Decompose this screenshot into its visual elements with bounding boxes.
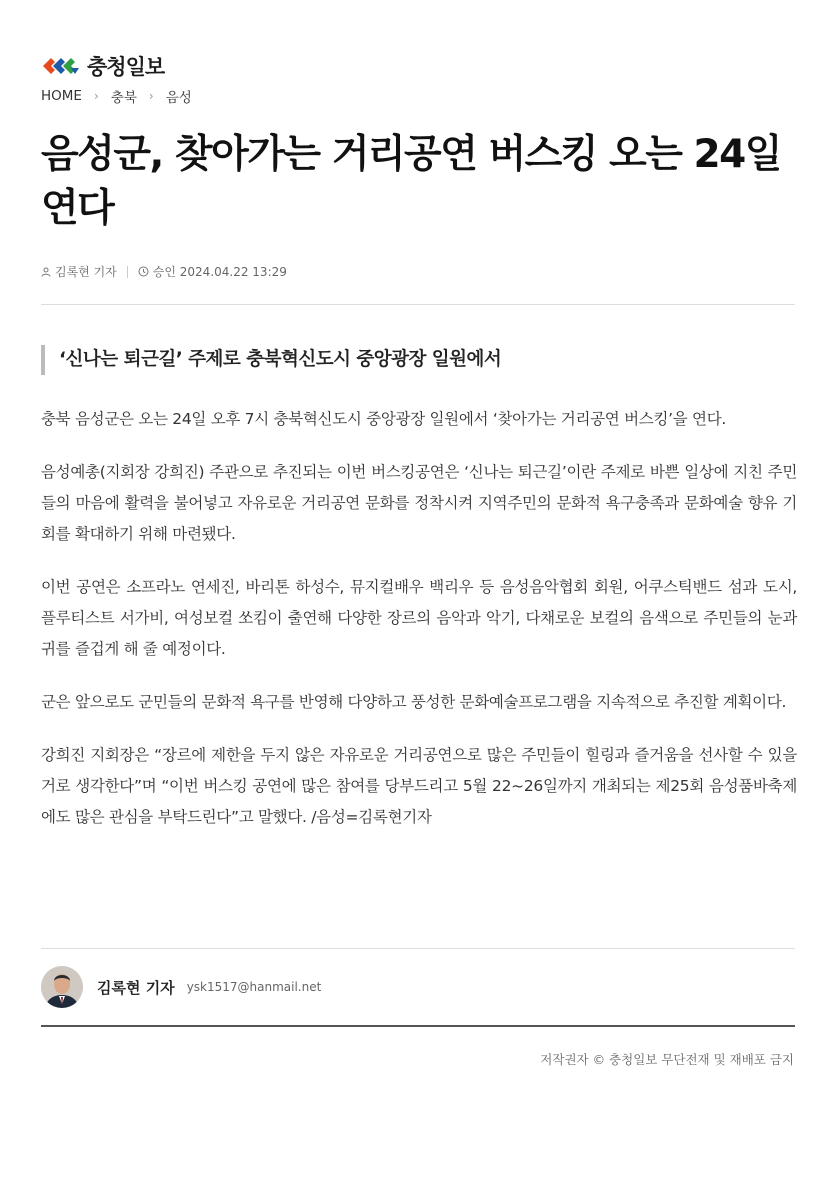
paragraph: 이번 공연은 소프라노 연세진, 바리톤 하성수, 뮤지컬배우 백리우 등 음성음악협회 회원, 어쿠스틱밴드 섬과 도시, 플루티스트 서가비, 여성보컬 쏘킴이 출연해 다양한 장르의 음악과 악기, 다채로운 보컬의 음색으로 주민들의 눈과 귀를 즐겁게 해 줄 예정이다. <box>41 578 797 658</box>
breadcrumb <box>41 86 192 106</box>
site-name: 충청일보 <box>87 55 165 79</box>
header-divider <box>41 304 795 305</box>
breadcrumb-subsection[interactable]: 음성 <box>165 90 192 106</box>
breadcrumb-home[interactable]: HOME <box>41 88 82 104</box>
paragraph: 군은 앞으로도 군민들의 문화적 욕구를 반영해 다양하고 풍성한 문화예술프로그램을 지속적으로 추진할 계획이다. <box>41 693 787 711</box>
chevron-right-icon: › <box>148 89 154 103</box>
paragraph: 음성예총(지회장 강희진) 주관으로 추진되는 이번 버스킹공연은 ‘신나는 퇴근길’이란 주제로 바쁜 일상에 지친 주민들의 마음에 활력을 불어넣고 자유로운 거리공연 문화를 정착시켜 지역주민의 문화적 욕구충족과 문화예술 향유 기회를 확대하기 위해 마련됐다. <box>41 463 797 543</box>
author-name[interactable]: 김록현 기자 <box>97 978 175 997</box>
breadcrumb-section[interactable]: 충북 <box>110 90 137 106</box>
logo-mark-icon <box>41 54 81 78</box>
body-divider <box>41 948 795 949</box>
avatar[interactable] <box>41 966 83 1008</box>
footer-divider <box>41 1025 795 1027</box>
paragraph: 강희진 지회장은 “장르에 제한을 두지 않은 자유로운 거리공연으로 많은 주민들이 힐링과 즐거움을 선사할 수 있을 거로 생각한다”며 “이번 버스킹 공연에 많은 참여를 당부드리고 5월 22~26일까지 개최되는 제25회 음성품바축제에도 많은 관심을 부탁드린다”고 말했다. /음성=김록현기자 <box>41 746 797 826</box>
paragraph: 충북 음성군은 오는 24일 오후 7시 충북혁신도시 중앙광장 일원에서 ‘찾아가는 거리공연 버스킹’을 연다. <box>41 410 727 428</box>
person-icon <box>41 267 51 277</box>
article-body <box>41 404 797 855</box>
reporter-name[interactable]: 김록현 기자 <box>55 265 117 279</box>
article-subtitle: ‘신나는 퇴근길’ 주제로 충북혁신도시 중앙광장 일원에서 <box>41 345 501 375</box>
article-meta <box>41 263 287 280</box>
meta-divider <box>127 266 128 278</box>
author-email[interactable]: ysk1517@hanmail.net <box>186 980 322 994</box>
author-box <box>41 966 321 1008</box>
chevron-right-icon: › <box>93 89 99 103</box>
clock-icon <box>138 266 149 277</box>
article-title: 음성군, 찾아가는 거리공연 버스킹 오는 24일 연다 <box>41 132 781 231</box>
published-date: 승인 2024.04.22 13:29 <box>152 265 287 279</box>
site-logo[interactable] <box>41 52 164 80</box>
copyright-notice: 저작권자 © 충청일보 무단전재 및 재배포 금지 <box>540 1052 794 1067</box>
